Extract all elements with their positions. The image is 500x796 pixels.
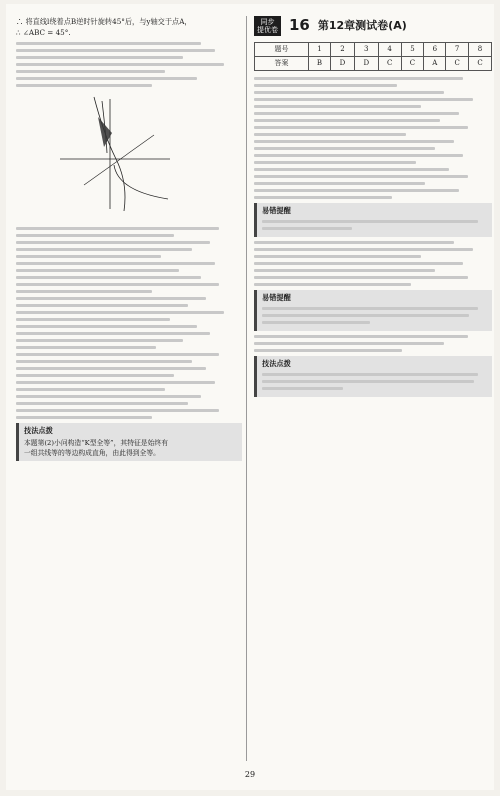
text-line: [16, 339, 183, 342]
text-line: [16, 276, 201, 279]
text-line: [262, 227, 352, 230]
text-line: [16, 241, 210, 244]
left-column: [16, 16, 242, 465]
text-line: [16, 325, 197, 328]
pitfall-box-2: [254, 290, 492, 331]
text-line: [254, 133, 406, 136]
right-column: [254, 16, 492, 401]
text-line: [262, 380, 474, 383]
text-line: [254, 168, 449, 171]
text-line: [254, 91, 444, 94]
text-line: [16, 248, 192, 251]
text-line: [16, 388, 165, 391]
column-divider: [246, 16, 247, 761]
text-line: [254, 161, 416, 164]
text-line: [254, 262, 463, 265]
text-line: [16, 290, 152, 293]
text-line: [16, 304, 188, 307]
table-row: [255, 57, 492, 71]
chapter-number: 16: [289, 16, 310, 35]
text-line: [16, 353, 219, 356]
table-cell: 2: [331, 43, 355, 57]
line-curve: [94, 97, 125, 211]
text-line: [16, 409, 219, 412]
tip-title-2: 技法点拨: [262, 359, 291, 369]
function-graph: [54, 95, 174, 213]
text-line: [16, 56, 183, 59]
pitfall-title: 易错提醒: [262, 206, 291, 216]
table-cell: 5: [401, 43, 424, 57]
table-cell: A: [424, 57, 446, 71]
table-cell: C: [378, 57, 401, 71]
table-cell: 1: [308, 43, 330, 57]
text-line: [16, 332, 210, 335]
table-cell: D: [331, 57, 355, 71]
table-cell: 6: [424, 43, 446, 57]
text-line: [16, 269, 179, 272]
chapter-title: 第12章测试卷(A): [317, 19, 407, 33]
text-line: [16, 227, 219, 230]
text-line: [262, 373, 478, 376]
text-line: [16, 381, 215, 384]
text-line: [16, 360, 192, 363]
text-line: [254, 119, 440, 122]
text-line: [254, 349, 402, 352]
table-cell: B: [308, 57, 330, 71]
table-cell: C: [446, 57, 469, 71]
text-line: [262, 307, 478, 310]
text-line: [16, 283, 219, 286]
text-line: ∴ 将直线l绕着点B逆时针旋转45°后，与y轴交于点A，: [16, 17, 192, 26]
text-line: [16, 374, 174, 377]
tip-text: 一组共线等的等边构成直角，由此得到全等。: [24, 448, 160, 457]
table-row: [255, 43, 492, 57]
table-cell: 3: [354, 43, 378, 57]
text-line: [16, 42, 201, 45]
text-line: [254, 248, 473, 251]
text-line: [262, 220, 478, 223]
text-line: [254, 98, 473, 101]
text-line: [254, 276, 468, 279]
text-line: [254, 189, 459, 192]
tip-box: [16, 423, 242, 461]
table-cell: 8: [469, 43, 492, 57]
chapter-header: [254, 16, 492, 36]
text-line: [254, 147, 435, 150]
text-line: [254, 283, 411, 286]
text-line: [16, 63, 224, 66]
text-line: [16, 367, 206, 370]
text-line: [16, 318, 170, 321]
text-line: [16, 234, 174, 237]
text-line: [16, 84, 152, 87]
text-line: [254, 342, 444, 345]
text-line: [16, 70, 165, 73]
text-line: [254, 241, 454, 244]
text-line: [254, 154, 463, 157]
text-line: [16, 49, 215, 52]
sync-badge: 同步 提优卷: [254, 16, 281, 36]
text-line: [254, 182, 425, 185]
text-line: [254, 77, 463, 80]
tip-title: 技法点拨: [24, 425, 53, 435]
text-line: [16, 346, 156, 349]
table-cell: D: [354, 57, 378, 71]
pitfall-title-2: 易错提醒: [262, 293, 291, 303]
page: [6, 4, 494, 790]
text-line: ∴ ∠ABC = 45°.: [16, 28, 71, 38]
tip-text: 本题第(2)小问构造“K型全等”，其特征是始终有: [24, 438, 168, 447]
text-line: [262, 387, 343, 390]
text-line: [254, 175, 468, 178]
text-line: [254, 140, 454, 143]
tip-box-2: [254, 356, 492, 397]
text-line: [254, 126, 468, 129]
text-line: [254, 335, 468, 338]
pitfall-box: [254, 203, 492, 237]
text-line: [254, 105, 421, 108]
table-cell: 4: [378, 43, 401, 57]
text-line: [254, 255, 421, 258]
text-line: [16, 395, 201, 398]
text-line: [254, 112, 459, 115]
text-line: [16, 311, 224, 314]
page-number: 29: [244, 770, 256, 779]
text-line: [16, 402, 188, 405]
text-line: [16, 255, 161, 258]
text-line: [254, 269, 435, 272]
answer-table: [254, 42, 492, 71]
text-line: [262, 314, 469, 317]
table-header-cell: 答案: [255, 57, 309, 71]
text-line: [16, 297, 206, 300]
text-line: [16, 262, 215, 265]
table-cell: C: [469, 57, 492, 71]
text-line: [262, 321, 370, 324]
text-line: [254, 84, 397, 87]
hyperbola-branch-lower: [114, 165, 168, 199]
table-cell: 7: [446, 43, 469, 57]
text-line: [16, 77, 197, 80]
text-line: [16, 416, 152, 419]
text-line: [254, 196, 392, 199]
table-header-cell: 题号: [255, 43, 309, 57]
table-cell: C: [401, 57, 424, 71]
